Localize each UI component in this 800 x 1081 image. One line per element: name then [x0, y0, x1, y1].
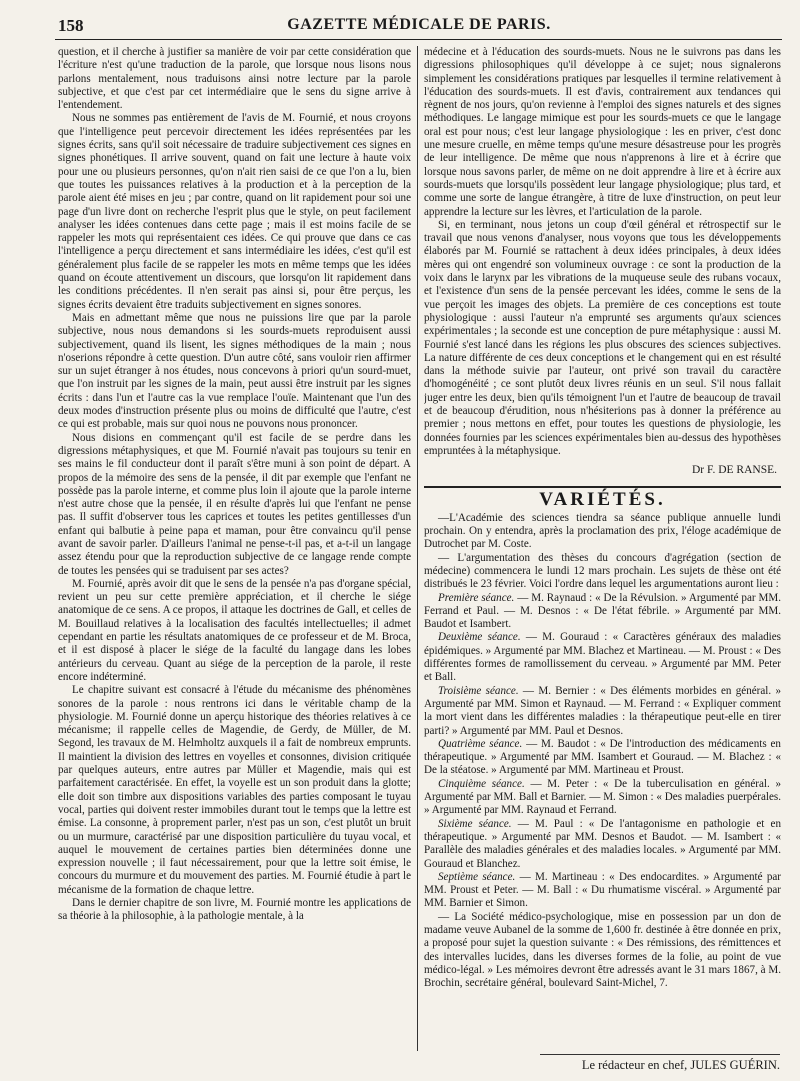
session-entry — [424, 738, 781, 778]
left-paragraph: Dans le dernier chapitre de son livre, M. Fournié montre les applications de sa théorie à la philosophie, à la pathologie mentale, à la — [58, 897, 411, 923]
right-paragraph: Si, en terminant, nous jetons un coup d'œil général et rétrospectif sur le travail que nous venons d'analyser, nous voyons que tous les développements élaborés par M. Fournié se rattachent à deux idées principales, à deux idées mères qui ont engendré son volumineux ouvrage : ce sont la production de la voix dans le larynx par les vibrations de la muqueuse seule des rubans vocaux, et l'existence d'un sens de la pensée percevant les idées, comme le sens de la vue perçoit les images des objets. La première de ces conceptions est toute physiologique : aussi l'auteur n'a emprunté ses arguments qu'aux sciences expérimentales ; la seconde est une conception de pure métaphysique : aussi M. Fournié s'est lancé dans les régions les plus obscures des sciences subjectives. La nature différente de ces deux conceptions et le changement qui en est résulté dans la méthode suivie par l'auteur, ont privé son travail du caractère d'homogénéité ; ce sont plutôt deux livres réunis en un seul. S'il nous fallait juger entre les deux, bien qu'ils témoignent l'un et l'autre de beaucoup de travail et de beaucoup d'érudition, nous n'hésiterions pas à donner la préférence au premier ; nous mettons en effet, pour toutes les questions de physiologie, les données fournies par les sciences expérimentales bien au-dessus des hypothèses empruntées à la métaphysique. — [424, 218, 781, 457]
session-text: — M. Gouraud : « Caractères généraux des maladies épidémiques. » Argumenté par MM. Blachez et Martineau. — M. Proust : « Des différentes formes de ramollissement du cerveau. » Argumenté par MM. Peter et Ball. — [424, 631, 781, 684]
session-label: Sixième séance. — [438, 817, 512, 830]
left-column — [58, 46, 411, 1053]
journal-title: GAZETTE MÉDICALE DE PARIS. — [287, 16, 551, 33]
section-title-varietes: VARIÉTÉS. — [539, 488, 666, 510]
session-text: — M. Raynaud : « De la Révulsion. » Argumenté par MM. Ferrand et Paul. — M. Desnos : « De l'état fébrile. » Argumenté par MM. Baudot et Isambert. — [424, 591, 781, 631]
session-label: Première séance. — [438, 591, 515, 604]
session-list — [424, 592, 781, 911]
header-rule — [55, 39, 782, 40]
editor-rule — [540, 1054, 780, 1055]
session-label: Cinquième séance. — [438, 777, 525, 790]
session-entry — [424, 778, 781, 818]
session-text: — M. Paul : « De l'antagonisme en pathologie et en thérapeutique. » Argumenté par MM. Desnos et Baudot. — M. Isambert : « Parallèle des maladies générales et des maladies locales. » Argumenté par MM. Gouraud et Blanchez. — [424, 817, 781, 870]
left-paragraph: question, et il cherche à justifier sa manière de voir par cette considération que l'écriture n'est qu'une traduction de la parole, que lorsque nous lisons nous parlons mentalement, nous traduisons ainsi notre lecture par la parole subjective, et que c'est par cet intermédiaire que le sens du signe arrive à l'entendement. — [58, 46, 411, 112]
session-label: Deuxième séance. — [438, 631, 521, 644]
variety-paragraph: —L'Académie des sciences tiendra sa séance publique annuelle lundi prochain. On y entendra, après la proclamation des prix, l'éloge académique de Dutrochet par M. Coste. — [424, 511, 781, 551]
session-text: — M. Bernier : « Des éléments morbides en général. » Argumenté par MM. Simon et Raynaud. — M. Ferrand : « Expliquer comment la mort vient dans les différentes maladies : la thérapeutique peut-elle en tirer parti? » Argumenté par MM. Paul et Desnos. — [424, 684, 781, 737]
page-header — [58, 16, 780, 38]
session-entry — [424, 871, 781, 911]
session-entry — [424, 592, 781, 632]
left-paragraph: Nous disions en commençant qu'il est facile de se perdre dans les digressions métaphysiques, et que M. Fournié n'avait pas toujours su tenir en ses mains le fil conducteur dont il paraît s'être muni à son point de départ. A propos de la mémoire des sens de la pensée, il dit par exemple que l'enfant ne possède pas la parole interne, et comme plus loin il ajoute que la parole interne n'est autre chose que la pensée, il en résulte d'après lui que l'enfant ne pense pas. Il suffit d'observer tous les caprices et toutes les petites gentillesses d'un enfant qui balbutie à peine papa et maman, pour être convaincu qu'il pense avant de savoir parler. D'ailleurs l'animal ne pense-t-il pas, et a-t-il un langage assez étendu pour que la reproduction subjective de ce langage rende compte de toutes les pensées qui se traduisent par ses actes? — [58, 431, 411, 577]
column-divider — [417, 46, 418, 1051]
right-column — [424, 46, 781, 1053]
left-paragraph: Mais en admettant même que nous ne puissions lire que par la parole subjective, nous nous demandons si les sourds-muets reproduisent aussi subjectivement, quand ils lisent, les signes méthodiques de la main ; nous n'oserions répondre à cette question. D'un autre côté, sans vouloir rien affirmer sur un sujet étranger à nos études, nous concevons à priori qu'un sourd-muet, que l'on instruit par les signes de la main, peut aussi être instruit par les signes écrits : dans l'un et l'autre cas la vue remplace l'ouïe. Maintenant que l'un des deux modes d'instruction présente plus ou moins de difficulté que l'autre, c'est ce qui est probable, mais sur quoi nous ne pouvons nous prononcer. — [58, 311, 411, 431]
variety-paragraph: — La Société médico-psychologique, mise en possession par un don de madame veuve Aubanel de la somme de 1,600 fr. destinée à être donnée en prix, a proposé pour sujet la question suivante : « Des rémissions, des rémittences et des intervalles lucides, dans les diverses formes de la folie, au point de vue médico-légal. » Les mémoires devront être adressés avant le 31 mars 1867, à M. Brochin, secrétaire général, boulevard Saint-Michel, 7. — [424, 910, 781, 990]
left-paragraph: M. Fournié, après avoir dit que le sens de la pensée n'a pas d'organe spécial, revient un peu sur cette première appréciation, et il cherche le siége anatomique de ce sens. A ce propos, il attaque les doctrines de Gall, et celles de M. Bouillaud relatives à la localisation des facultés intellectuelles; il admet cependant en partie les résultats anatomiques de ce professeur et de M. Broca, et il est disposé à placer le siége de la faculté du langage dans les lobes antérieurs du cerveau. Quant au siége de la perception de la parole, il reste encore indéterminé. — [58, 577, 411, 683]
left-paragraph: Nous ne sommes pas entièrement de l'avis de M. Fournié, et nous croyons que l'intelligence peut percevoir directement les idées représentées par les signes écrits, sans qu'il soit nécessaire de traduire subjectivement ces signes en signes phonétiques. Il arrive souvent, quand on fait une lecture à haute voix pour une ou plusieurs personnes, qu'on n'ait rien saisi de ce que l'on a lu, bien que toutes les puissances relatives à la production et à la perception de la parole aient été mises en jeu ; par contre, quand on lit rapidement pour soi une page d'un livre dont on recherche l'esprit plus que le style, on peut facilement analyser les idées contenues dans cette page ; mais il est moins facile de se rappeler les mots qui représentaient ces idées. Ce qui prouve que dans ce cas l'intelligence a perçu directement et sans intermédiaire les idées, c'est qu'il est généralement plus facile de se rappeler les mots en même temps que les idées quand on écoute attentivement un discours, que lorsqu'on lit rapidement dans les conditions précédentes. Il n'en serait pas ainsi si, pour être perçus, les signes écrits devaient être traduits subjectivement en signes sonores. — [58, 112, 411, 311]
session-text: — M. Martineau : « Des endocardites. » Argumenté par MM. Proust et Peter. — M. Ball : « Du rhumatisme viscéral. » Argumenté par MM. Barnier et Simon. — [424, 870, 781, 910]
session-entry — [424, 631, 781, 684]
session-label: Quatrième séance. — [438, 737, 523, 750]
session-label: Septième séance. — [438, 870, 516, 883]
left-paragraph: Le chapitre suivant est consacré à l'étude du mécanisme des phénomènes sonores de la parole : nous rentrons ici dans le véritable champ de la physiologie. M. Fournié donne un aperçu historique des théories relatives à ce mécanisme; il rappelle celles de Magendie, de Gerdy, de Müller, de M. Segond, les travaux de M. Helmholtz auxquels il a fait de nombreux emprunts. Il maintient la division des lettres en voyelles et consonnes, division critiquée par quelques auteurs, entre autres par Müller et Magendie, mais qui est parfaitement caractérisée. En effet, la voyelle est un son produit dans la glotte; elle doit son timbre aux dispositions variables des parties composant le tuyau vocal, parties qui doivent rester immobiles durant tout le temps que la lettre est émise. La consonne, à proprement parler, n'est pas un son, c'est plutôt un bruit ou un murmure, caractérisé par une disposition particulière du tuyau vocal, et auquel le mouvement de certaines parties bien déterminées donne une expression nouvelle ; il faut nécessairement, pour que la lettre soit émise, le concours du murmure et du mouvement des parties. M. Fournié étudie à part le mécanisme de la formation de chaque lettre. — [58, 684, 411, 896]
variety-paragraph: — L'argumentation des thèses du concours d'agrégation (section de médecine) commencera le lundi 12 mars prochain. Les sujets de thèse ont été distribués le 23 février. Voici l'ordre dans lequel les argumentations auront lieu : — [424, 551, 781, 591]
session-text: — M. Peter : « De la tuberculisation en général. » Argumenté par MM. Ball et Barnier. — M. Simon : « Des maladies puerpérales. » Argumenté par MM. Raynaud et Ferrand. — [424, 777, 781, 817]
author-signature: Dr F. DE RANSE. — [691, 464, 777, 477]
session-label: Troisième séance. — [438, 684, 519, 697]
session-entry — [424, 818, 781, 871]
session-text: — M. Baudot : « De l'introduction des médicaments en thérapeutique. » Argumenté par MM. Isambert et Gouraud. — M. Blachez : « De la stéatose. » Argumenté par MM. Martineau et Proust. — [424, 737, 781, 777]
session-entry — [424, 685, 781, 738]
editor-line: Le rédacteur en chef, JULES GUÉRIN. — [581, 1058, 780, 1072]
page-number: 158 — [58, 16, 84, 35]
section-rule — [424, 486, 781, 488]
right-paragraph: médecine et à l'éducation des sourds-muets. Nous ne le suivrons pas dans les digressions philosophiques qu'il développe à ce sujet; nous signalerons simplement les considérations pratiques par lesquelles il termine relativement à l'éducation des sourds-muets. Il est d'avis, contrairement aux tendances qui règnent de nos jours, qu'on revienne à l'emploi des signes naturels et des signes méthodiques. Le langage mimique est pour les sourds-muets ce que le langage oral est pour nous; c'est leur langage physiologique : les en priver, c'est donc une mesure cruelle, en même temps qu'une mesure désastreuse pour les progrès de leur intelligence. De même que nous n'apprenons à lire et à écrire que lorsque nous savons parler, de même on ne doit apprendre à lire et à écrire aux sourds-muets que lorsqu'ils possèdent leur langage physiologique; plus tard, et comme une sorte de langue étrangère, à titre de luxe d'instruction, on peut leur apprendre la lecture sur les lèvres, et l'articulation de la parole. — [424, 46, 781, 218]
